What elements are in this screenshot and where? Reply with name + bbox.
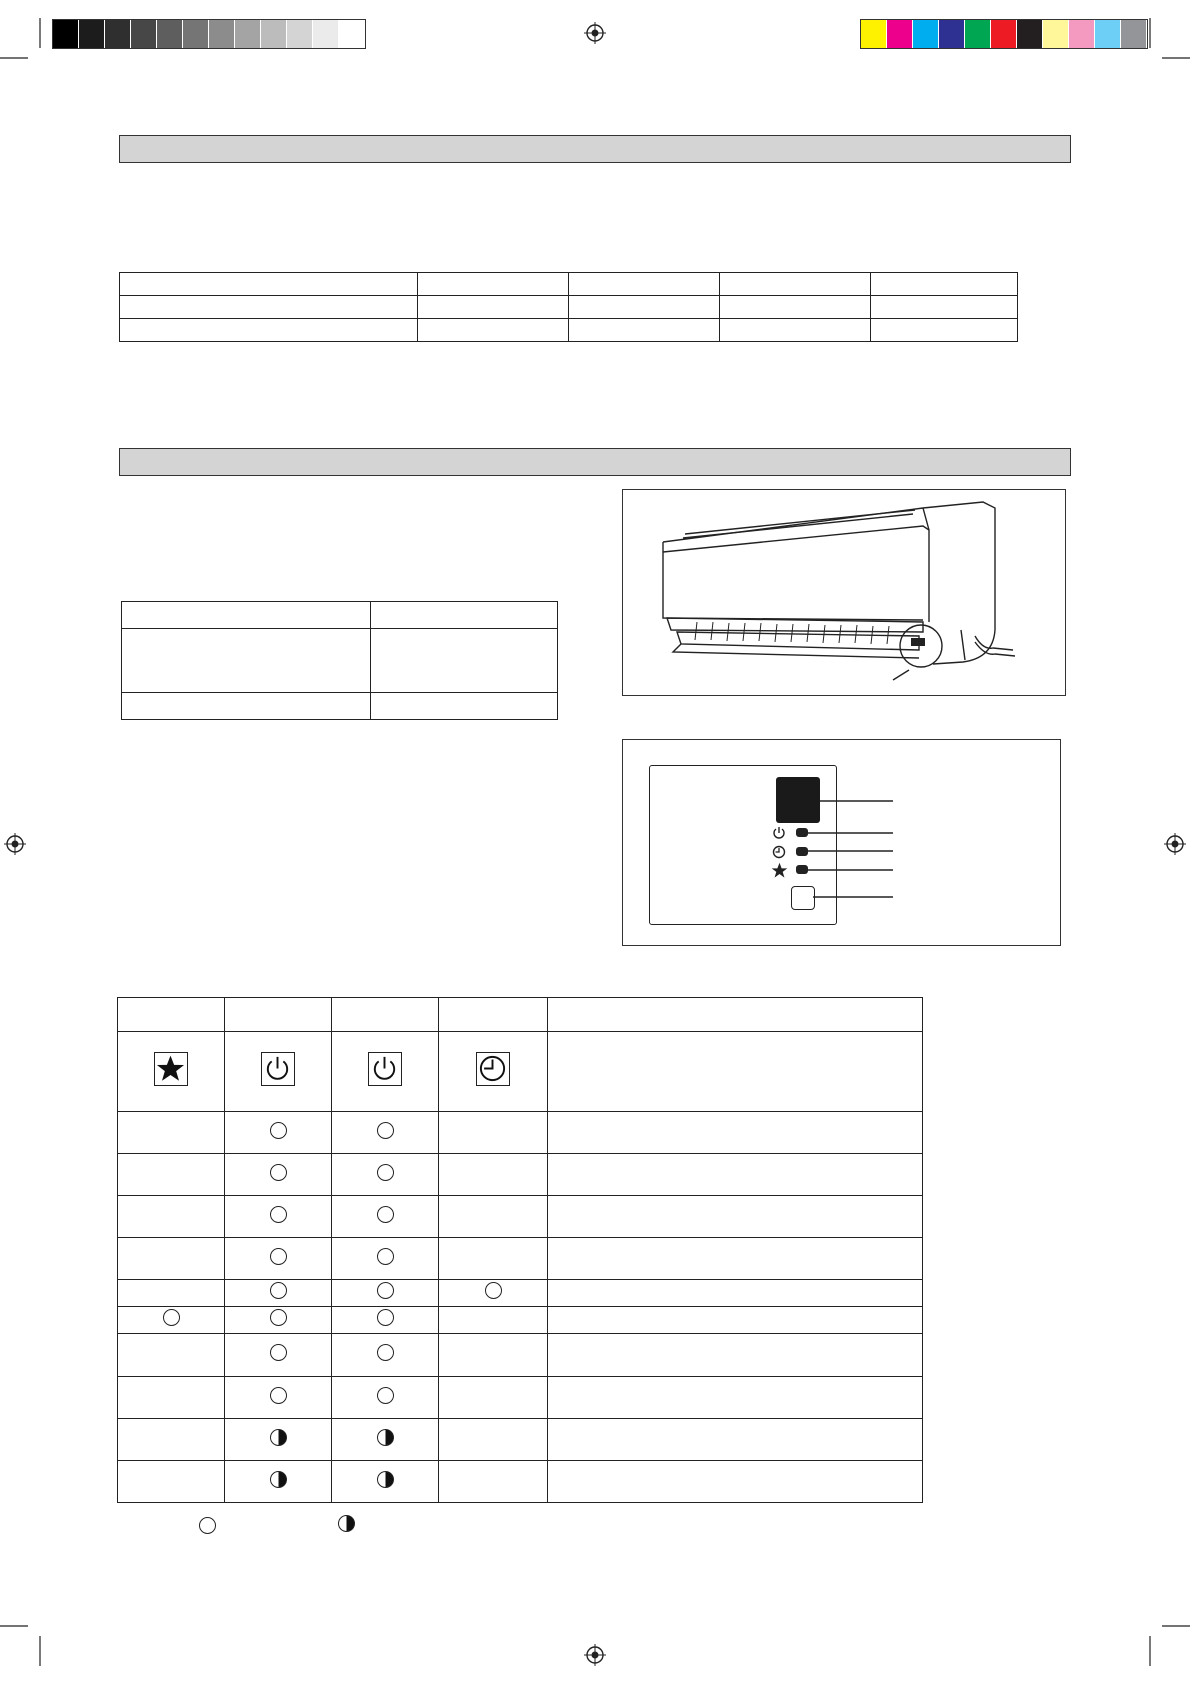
lamp-on-icon [270,1344,287,1361]
legend-lamp-on-icon [199,1517,216,1534]
table-row [118,1334,923,1377]
lamp-on-icon [270,1248,287,1265]
indoor-unit-illustration-frame [622,489,1066,696]
table-row [118,1238,923,1280]
lamp-on-icon [377,1248,394,1265]
registration-mark-bottom [584,1644,606,1666]
spec-table-1 [119,272,1018,342]
table-row [118,1419,923,1461]
leader-lines [623,740,1062,947]
lamp-on-icon [377,1387,394,1404]
lamp-blink-icon [377,1429,394,1446]
table-row [118,1196,923,1238]
registration-mark-right [1164,833,1186,855]
lamp-on-icon [377,1122,394,1139]
lamp-on-icon [377,1344,394,1361]
lamp-on-icon [270,1282,287,1299]
lamp-on-icon [163,1309,180,1326]
lamp-on-icon [377,1309,394,1326]
table-row [118,1112,923,1154]
power-icon [261,1052,295,1086]
lamp-blink-icon [270,1471,287,1488]
table-row [118,1154,923,1196]
lamp-on-icon [270,1309,287,1326]
star-icon [154,1052,188,1086]
lamp-on-icon [270,1206,287,1223]
indoor-unit-illustration [623,490,1067,697]
lamp-on-icon [270,1122,287,1139]
table-row [118,1280,923,1307]
lamp-on-icon [270,1164,287,1181]
lamp-blink-icon [377,1471,394,1488]
lamp-on-icon [377,1282,394,1299]
clock-icon [476,1052,510,1086]
table-row [118,1307,923,1334]
display-panel-illustration-frame [622,739,1061,946]
spec-table-2 [121,601,558,720]
lamp-status-table [117,997,923,1503]
section-header-1 [119,135,1071,163]
power-icon [368,1052,402,1086]
registration-mark-left [4,833,26,855]
lamp-on-icon [377,1164,394,1181]
table-row [118,1377,923,1419]
table-row [118,1461,923,1503]
registration-mark-top [584,22,606,44]
lamp-on-icon [377,1206,394,1223]
section-header-2 [119,448,1071,476]
lamp-on-icon [485,1282,502,1299]
lamp-blink-icon [270,1429,287,1446]
legend-lamp-blink-icon [338,1515,355,1532]
lamp-on-icon [270,1387,287,1404]
